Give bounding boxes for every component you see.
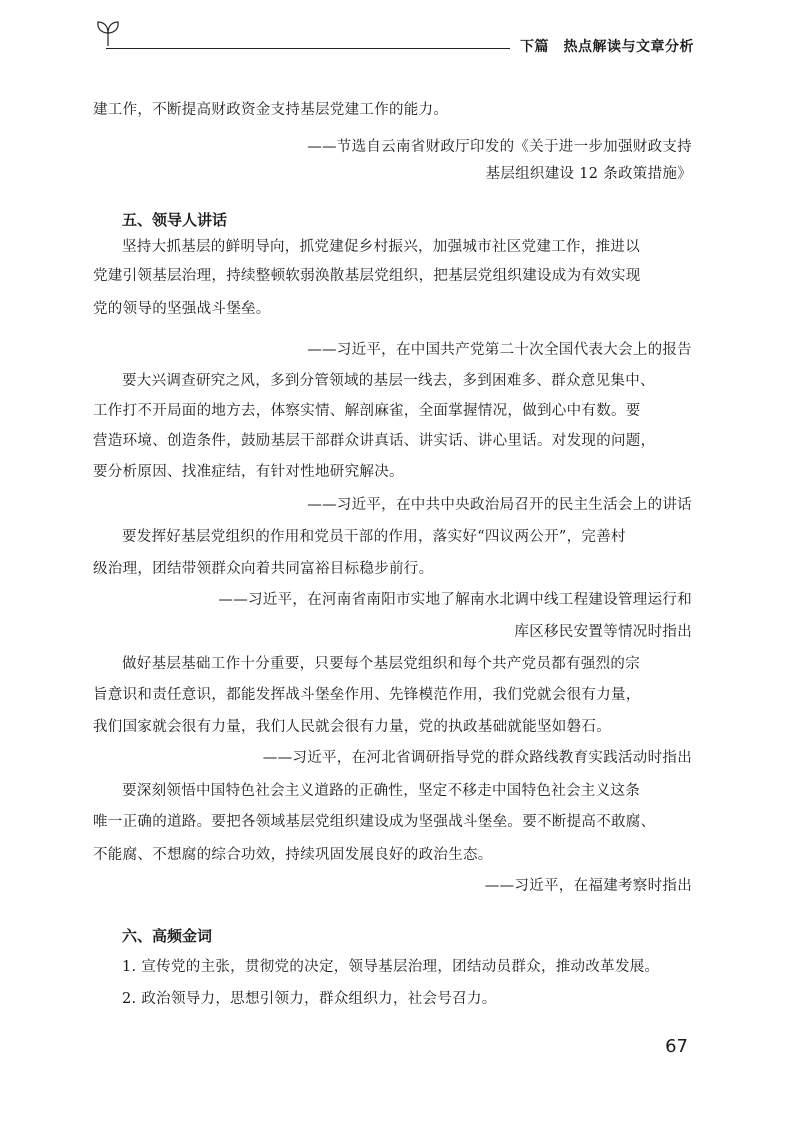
paragraph-line: 我们国家就会很有力量，我们人民就会很有力量，党的执政基础就能坚如磐石。 — [93, 719, 611, 735]
section-heading: 五、领导人讲话 — [122, 211, 228, 229]
list-item: 2. 政治领导力，思想引领力，群众组织力，社会号召力。 — [122, 991, 497, 1007]
paragraph-line: 要发挥好基层党组织的作用和党员干部的作用，落实好“四议两公开”，完善村 — [122, 529, 626, 545]
quote-source: ——习近平，在河北省调研指导党的群众路线教育实践活动时指出 — [262, 750, 692, 766]
section-heading: 六、高频金词 — [122, 927, 213, 945]
page-number: 67 — [665, 1036, 688, 1057]
paragraph-line: 做好基层基础工作十分重要，只要每个基层党组织和每个共产党员都有强烈的宗 — [122, 656, 640, 672]
paragraph-line: 要分析原因、找准症结，有针对性地研究解决。 — [93, 464, 404, 480]
quote-source: ——习近平，在河南省南阳市实地了解南水北调中线工程建设管理运行和 — [218, 592, 692, 608]
paragraph-line: 营造环境、创造条件，鼓励基层干部群众讲真话、讲实话、讲心里话。对发现的问题， — [93, 433, 656, 449]
paragraph-line: 党建引领基层治理，持续整顿软弱涣散基层党组织，把基层党组织建设成为有效实现 — [93, 268, 641, 284]
quote-source: ——习近平，在中共中央政治局召开的民主生活会上的讲话 — [307, 497, 692, 513]
paragraph-line: 要深刻领悟中国特色社会主义道路的正确性，坚定不移走中国特色社会主义这条 — [122, 783, 640, 799]
quote-source: ——习近平，在中国共产党第二十次全国代表大会上的报告 — [307, 342, 692, 358]
list-item: 1. 宣传党的主张，贯彻党的决定，领导基层治理，团结动员群众，推动改革发展。 — [122, 959, 660, 975]
header-rule — [106, 48, 510, 49]
paragraph-line: 党的领导的坚强战斗堡垒。 — [93, 301, 271, 317]
paragraph-line: 要大兴调查研究之风，多到分管领域的基层一线去，多到困难多、群众意见集中、 — [122, 373, 655, 389]
paragraph-line: 唯一正确的道路。要把各领域基层党组织建设成为坚强战斗堡垒。要不断提高不敢腐、 — [93, 814, 656, 830]
paragraph-line: 坚持大抓基层的鲜明导向，抓党建促乡村振兴，加强城市社区党建工作，推进以 — [122, 239, 640, 255]
paragraph-line: 旨意识和责任意识，都能发挥战斗堡垒作用、先锋模范作用，我们党就会很有力量， — [93, 687, 641, 703]
paragraph-line: 不能腐、不想腐的综合功效，持续巩固发展良好的政治生态。 — [93, 847, 493, 863]
quote-source: ——节选自云南省财政厅印发的《关于进一步加强财政支持 — [307, 139, 692, 155]
quote-source: 库区移民安置等情况时指出 — [514, 624, 692, 640]
paragraph-line: 级治理，团结带领群众向着共同富裕目标稳步前行。 — [93, 561, 434, 577]
quote-source: 基层组织建设 12 条政策措施》 — [485, 166, 692, 182]
quote-source: ——习近平，在福建考察时指出 — [484, 878, 692, 894]
paragraph-line: 建工作，不断提高财政资金支持基层党建工作的能力。 — [93, 102, 449, 118]
sprout-icon — [95, 18, 121, 48]
paragraph-line: 工作打不开局面的地方去，体察实情、解剖麻雀，全面掌握情况，做到心中有数。要 — [93, 403, 641, 419]
header-section-title: 下篇 热点解读与文章分析 — [520, 39, 694, 55]
